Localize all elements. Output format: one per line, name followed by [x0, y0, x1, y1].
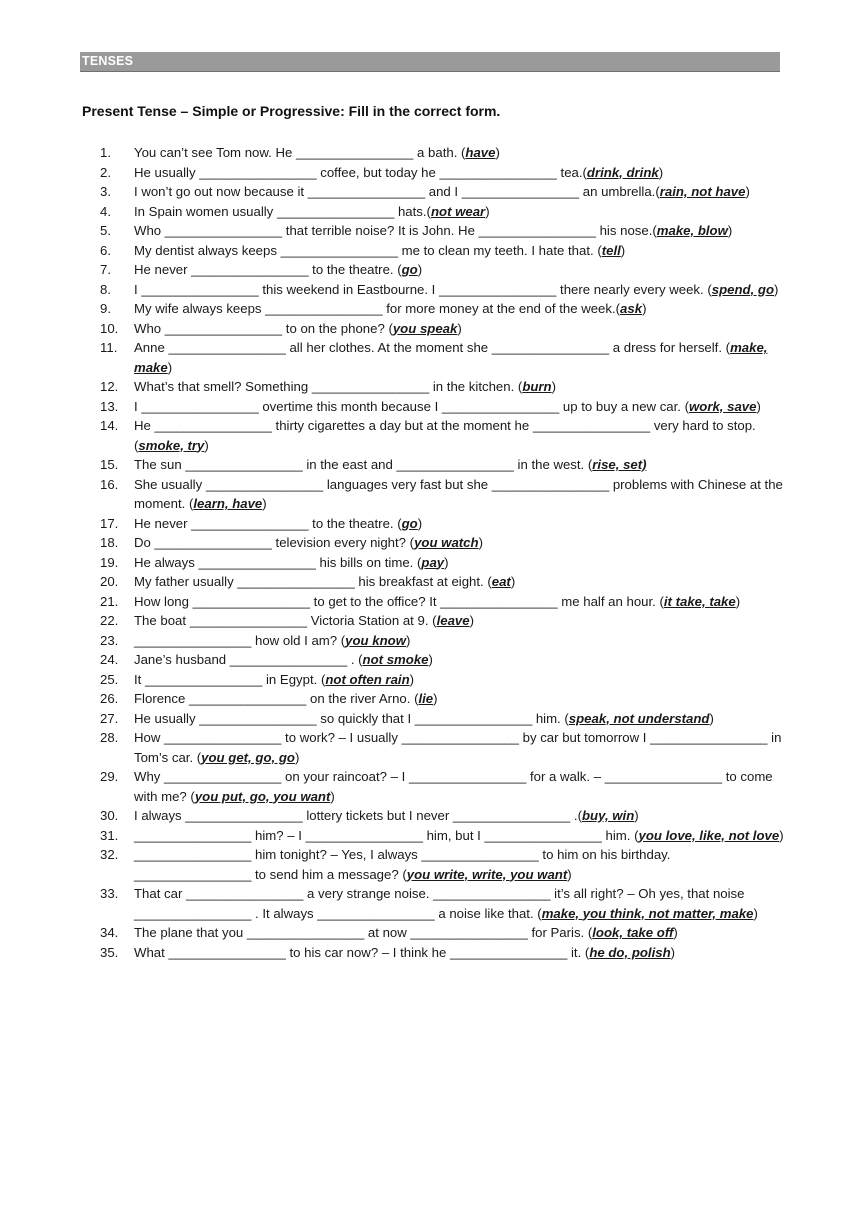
verb-hint: you watch [414, 535, 479, 550]
sentence-text: Anne ________________ all her clothes. At the moment she ________________ a dress for herself. ( [134, 340, 731, 355]
sentence-text: ) [567, 866, 572, 882]
item-sentence [134, 163, 790, 183]
item-sentence [134, 806, 790, 826]
verb-hint: he do, polish [589, 944, 671, 960]
sentence-text: I ________________ overtime this month because I ________________ up to buy a new car. ( [134, 398, 690, 414]
exercise-item [100, 143, 790, 163]
verb-hint: it take, take [663, 593, 736, 609]
item-sentence [134, 260, 790, 280]
verb-hint: go [401, 515, 418, 531]
item-sentence [134, 299, 790, 319]
verb-hint: burn [522, 379, 552, 394]
item-sentence [134, 280, 790, 300]
sentence-text: Florence ________________ on the river Arno. ( [134, 691, 419, 706]
sentence-text: ) [745, 184, 750, 199]
exercise-item [100, 475, 790, 514]
item-sentence [134, 319, 790, 339]
exercise-item [100, 163, 790, 183]
sentence-text: ) [204, 437, 209, 453]
item-number: 4. [100, 203, 111, 219]
sentence-text: He usually ________________ so quickly that I ________________ him. ( [134, 710, 569, 726]
sentence-text: Who ________________ to on the phone? ( [134, 320, 393, 336]
item-number: 13. [100, 398, 119, 414]
verb-hint: rain, not have [659, 184, 746, 199]
item-sentence [134, 221, 790, 241]
verb-hint: smoke, try [138, 437, 205, 453]
sentence-text: ) [753, 905, 758, 921]
item-sentence [134, 338, 790, 377]
exercise-item [100, 260, 790, 280]
sentence-text: The sun ________________ in the east and ________________ in the west. ( [134, 457, 593, 472]
sentence-text: ) [735, 593, 741, 609]
exercise-item [100, 377, 790, 397]
sentence-text: You can’t see Tom now. He ________________ a bath. ( [134, 145, 466, 160]
item-number: 23. [100, 632, 119, 648]
sentence-text: ) [428, 652, 433, 667]
item-sentence [134, 182, 790, 202]
sentence-text: ) [444, 554, 449, 570]
item-sentence [134, 572, 790, 592]
verb-hint: you get, go, go [201, 749, 295, 765]
item-number: 17. [100, 515, 119, 531]
item-number: 11. [100, 340, 118, 355]
sentence-text: It ________________ in Egypt. ( [134, 671, 326, 687]
item-number: 10. [100, 320, 119, 336]
verb-hint: eat [491, 574, 511, 589]
exercise-item [100, 572, 790, 592]
exercise-item [100, 709, 790, 729]
item-number: 1. [100, 145, 111, 160]
sentence-text: He always ________________ his bills on time. ( [134, 554, 422, 570]
item-sentence [134, 241, 790, 261]
item-sentence [134, 475, 790, 514]
sentence-text: ) [330, 788, 335, 804]
verb-hint: have [465, 145, 496, 160]
sentence-text: ) [709, 710, 714, 726]
item-sentence [134, 553, 790, 573]
sentence-text: Who ________________ that terrible noise? It is John. He ________________ his nose.( [134, 223, 657, 238]
item-number: 21. [100, 593, 119, 609]
sentence-text: ) [495, 145, 500, 160]
sentence-text: Jane’s husband ________________ . ( [134, 652, 363, 667]
verb-hint: lie [418, 691, 434, 706]
exercise-item [100, 553, 790, 573]
exercise-item [100, 319, 790, 339]
item-sentence [134, 416, 790, 455]
verb-hint: look, take off [592, 925, 674, 940]
item-sentence [134, 826, 790, 846]
sentence-text: What’s that smell? Something ________________ in the kitchen. ( [134, 379, 523, 394]
item-number: 20. [100, 574, 119, 589]
verb-hint: ask [620, 301, 643, 316]
item-number: 29. [100, 769, 119, 784]
sentence-text: He ________________ thirty cigarettes a day but at the moment he ________________ very hard to stop. ( [134, 418, 756, 453]
sentence-text: ) [673, 925, 678, 940]
sentence-text: That car ________________ a very strange noise. ________________ it’s all right? – Oh yes, that noise ________________ . It always ________________ a noise like that. ( [134, 886, 745, 921]
item-sentence [134, 923, 790, 943]
item-number: 14. [100, 418, 119, 433]
sentence-text: ) [294, 749, 300, 765]
item-sentence [134, 709, 790, 729]
item-number: 33. [100, 886, 119, 901]
item-sentence [134, 728, 790, 767]
item-number: 32. [100, 847, 119, 862]
verb-hint: tell [601, 242, 621, 258]
exercise-item [100, 611, 790, 631]
sentence-text: ) [779, 827, 784, 843]
verb-hint: work, save [689, 398, 757, 414]
sentence-text: ) [658, 164, 664, 180]
sentence-text: He never ________________ to the theatre. ( [134, 262, 402, 277]
section-title: TENSES [82, 54, 134, 68]
section-header-bar [80, 52, 780, 72]
item-number: 3. [100, 184, 111, 199]
verb-hint: learn, have [193, 496, 263, 511]
sentence-text: ) [457, 320, 462, 336]
exercise-item [100, 631, 790, 651]
sentence-text: He never ________________ to the theatre. ( [134, 515, 402, 531]
exercise-item [100, 884, 790, 923]
exercise-item [100, 299, 790, 319]
exercise-item [100, 280, 790, 300]
item-sentence [134, 514, 790, 534]
exercise-item [100, 670, 790, 690]
item-number: 26. [100, 691, 119, 706]
verb-hint: you write, write, you want [406, 866, 568, 882]
sentence-text: ) [634, 808, 639, 823]
sentence-text: ) [727, 223, 733, 238]
item-sentence [134, 455, 790, 475]
item-number: 30. [100, 808, 119, 823]
item-sentence [134, 845, 790, 884]
item-sentence [134, 689, 790, 709]
exercise-item [100, 650, 790, 670]
item-number: 19. [100, 554, 119, 570]
item-sentence [134, 611, 790, 631]
sentence-text: The plane that you ________________ at now ________________ for Paris. ( [134, 925, 593, 940]
item-number: 5. [100, 223, 111, 238]
item-number: 9. [100, 301, 111, 316]
exercise-item [100, 397, 790, 417]
sentence-text: ) [417, 262, 423, 277]
item-number: 25. [100, 671, 119, 687]
verb-hint: not smoke [362, 652, 429, 667]
sentence-text: ) [485, 203, 490, 219]
item-sentence [134, 631, 790, 651]
exercise-list [100, 143, 790, 962]
exercise-item [100, 182, 790, 202]
sentence-text: I ________________ this weekend in Eastbourne. I ________________ there nearly every week. ( [134, 281, 712, 297]
item-number: 22. [100, 613, 119, 628]
exercise-item [100, 728, 790, 767]
item-number: 27. [100, 710, 119, 726]
sentence-text: ) [417, 515, 423, 531]
sentence-text: The boat ________________ Victoria Station at 9. ( [134, 613, 437, 628]
sentence-text: My dentist always keeps ________________ me to clean my teeth. I hate that. ( [134, 242, 602, 258]
item-number: 12. [100, 379, 119, 394]
exercise-item [100, 767, 790, 806]
sentence-text: ) [409, 671, 415, 687]
sentence-text: In Spain women usually ________________ hats.( [134, 203, 431, 219]
verb-hint: you put, go, you want [194, 788, 331, 804]
verb-hint: spend, go [711, 281, 775, 297]
sentence-text: How long ________________ to get to the office? It ________________ me half an hour. ( [134, 593, 664, 609]
verb-hint: you love, like, not love [638, 827, 780, 843]
sentence-text: ) [774, 281, 779, 297]
item-sentence [134, 202, 790, 222]
item-sentence [134, 397, 790, 417]
exercise-item [100, 943, 790, 963]
exercise-heading: Present Tense – Simple or Progressive: Fill in the correct form. [82, 103, 501, 119]
sentence-text: ) [642, 301, 647, 316]
sentence-text: ) [167, 359, 173, 375]
exercise-item [100, 338, 790, 377]
sentence-text: ) [620, 242, 626, 258]
sentence-text: ) [478, 535, 483, 550]
exercise-item [100, 806, 790, 826]
verb-hint: not wear [430, 203, 486, 219]
verb-hint: buy, win [581, 808, 635, 823]
item-number: 28. [100, 730, 119, 745]
verb-hint: you know [345, 632, 406, 648]
verb-hint: pay [421, 554, 445, 570]
sentence-text: I won’t go out now because it ________________ and I ________________ an umbrella.( [134, 184, 660, 199]
exercise-item [100, 514, 790, 534]
sentence-text: He usually ________________ coffee, but today he ________________ tea.( [134, 164, 587, 180]
item-sentence [134, 884, 790, 923]
verb-hint: go [401, 262, 418, 277]
verb-hint: rise, set) [592, 457, 647, 472]
item-sentence [134, 592, 790, 612]
item-number: 24. [100, 652, 119, 667]
item-number: 16. [100, 476, 119, 492]
sentence-text: ) [433, 691, 438, 706]
item-number: 6. [100, 242, 111, 258]
sentence-text: ) [510, 574, 516, 589]
item-number: 2. [100, 164, 111, 180]
verb-hint: drink, drink [586, 164, 659, 180]
item-number: 7. [100, 262, 111, 277]
exercise-item [100, 416, 790, 455]
verb-hint: you speak [392, 320, 458, 336]
item-sentence [134, 533, 790, 553]
sentence-text: ________________ how old I am? ( [134, 632, 346, 648]
item-sentence [134, 143, 790, 163]
item-number: 31. [100, 827, 119, 843]
sentence-text: My father usually ________________ his breakfast at eight. ( [134, 574, 492, 589]
verb-hint: make, blow [656, 223, 728, 238]
item-sentence [134, 943, 790, 963]
item-number: 34. [100, 925, 119, 940]
sentence-text: ) [469, 613, 474, 628]
verb-hint: make, you think, not matter, make [541, 905, 754, 921]
sentence-text: Do ________________ television every night? ( [134, 535, 415, 550]
item-number: 35. [100, 944, 119, 960]
exercise-item [100, 689, 790, 709]
item-number: 8. [100, 281, 111, 297]
exercise-item [100, 455, 790, 475]
item-sentence [134, 670, 790, 690]
sentence-text: My wife always keeps ________________ for more money at the end of the week.( [134, 301, 621, 316]
exercise-item [100, 221, 790, 241]
item-number: 15. [100, 457, 119, 472]
item-sentence [134, 377, 790, 397]
exercise-item [100, 845, 790, 884]
sentence-text: What ________________ to his car now? – I think he ________________ it. ( [134, 944, 590, 960]
verb-hint: speak, not understand [568, 710, 710, 726]
item-sentence [134, 767, 790, 806]
verb-hint: leave [436, 613, 470, 628]
exercise-item [100, 826, 790, 846]
sentence-text: She usually ________________ languages very fast but she ________________ problems with Chinese at the moment. ( [134, 476, 783, 511]
verb-hint: make, make [134, 340, 768, 375]
sentence-text: How ________________ to work? – I usually ________________ by car but tomorrow I ________________ in Tom’s car. ( [134, 730, 782, 765]
exercise-item [100, 202, 790, 222]
exercise-item [100, 533, 790, 553]
item-number: 18. [100, 535, 119, 550]
sentence-text: I always ________________ lottery tickets but I never ________________ .( [134, 808, 582, 823]
sentence-text: ) [262, 496, 267, 511]
sentence-text: ) [405, 632, 411, 648]
sentence-text: ________________ him tonight? – Yes, I always ________________ to him on his birthday. ________________ to send him a message? ( [134, 847, 671, 882]
item-sentence [134, 650, 790, 670]
sentence-text: ) [756, 398, 761, 414]
sentence-text: ) [551, 379, 557, 394]
sentence-text: Why ________________ on your raincoat? – I ________________ for a walk. – ________________ to come with me? ( [134, 769, 773, 804]
exercise-item [100, 592, 790, 612]
exercise-item [100, 241, 790, 261]
exercise-item [100, 923, 790, 943]
sentence-text: ________________ him? – I ________________ him, but I ________________ him. ( [134, 827, 639, 843]
verb-hint: not often rain [325, 671, 410, 687]
sentence-text: ) [670, 944, 676, 960]
